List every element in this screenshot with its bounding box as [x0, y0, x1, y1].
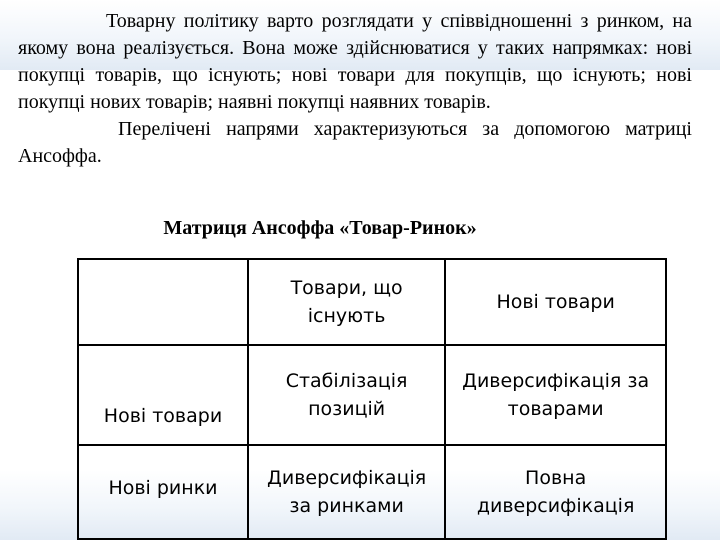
table-cell: Диверсифікація за товарами: [445, 345, 666, 445]
table-row-label: Нові ринки: [78, 445, 248, 539]
ansoff-matrix-table: [77, 258, 667, 540]
table-row-header: [78, 259, 666, 345]
body-text: [18, 8, 692, 170]
table-cell: Диверсифікація за ринками: [248, 445, 445, 539]
paragraph-intro: Товарну політику варто розглядати у співвідношенні з ринком, на якому вона реалізується. Вона може здійснюватися у таких напрямках: нові покупці товарів, що існують; нові товари для покупців, що існують; нові покупці нових товарів; наявні покупці наявних товарів.: [18, 10, 692, 113]
table-header-existing-products: Товари, що існують: [248, 259, 445, 345]
table-cell: Стабілізація позицій: [248, 345, 445, 445]
table-row-label: Нові товари: [78, 345, 248, 445]
table-row: [78, 345, 666, 445]
paragraph-ansoff-reference: Перелічені напрями характеризуються за допомогою матриці Ансоффа.: [18, 118, 692, 167]
table-cell: Повна диверсифікація: [445, 445, 666, 539]
matrix-title: Матриця Ансоффа «Товар-Ринок»: [163, 217, 477, 239]
table-row: [78, 445, 666, 539]
table-header-new-products: Нові товари: [445, 259, 666, 345]
table-corner-cell: [78, 259, 248, 345]
